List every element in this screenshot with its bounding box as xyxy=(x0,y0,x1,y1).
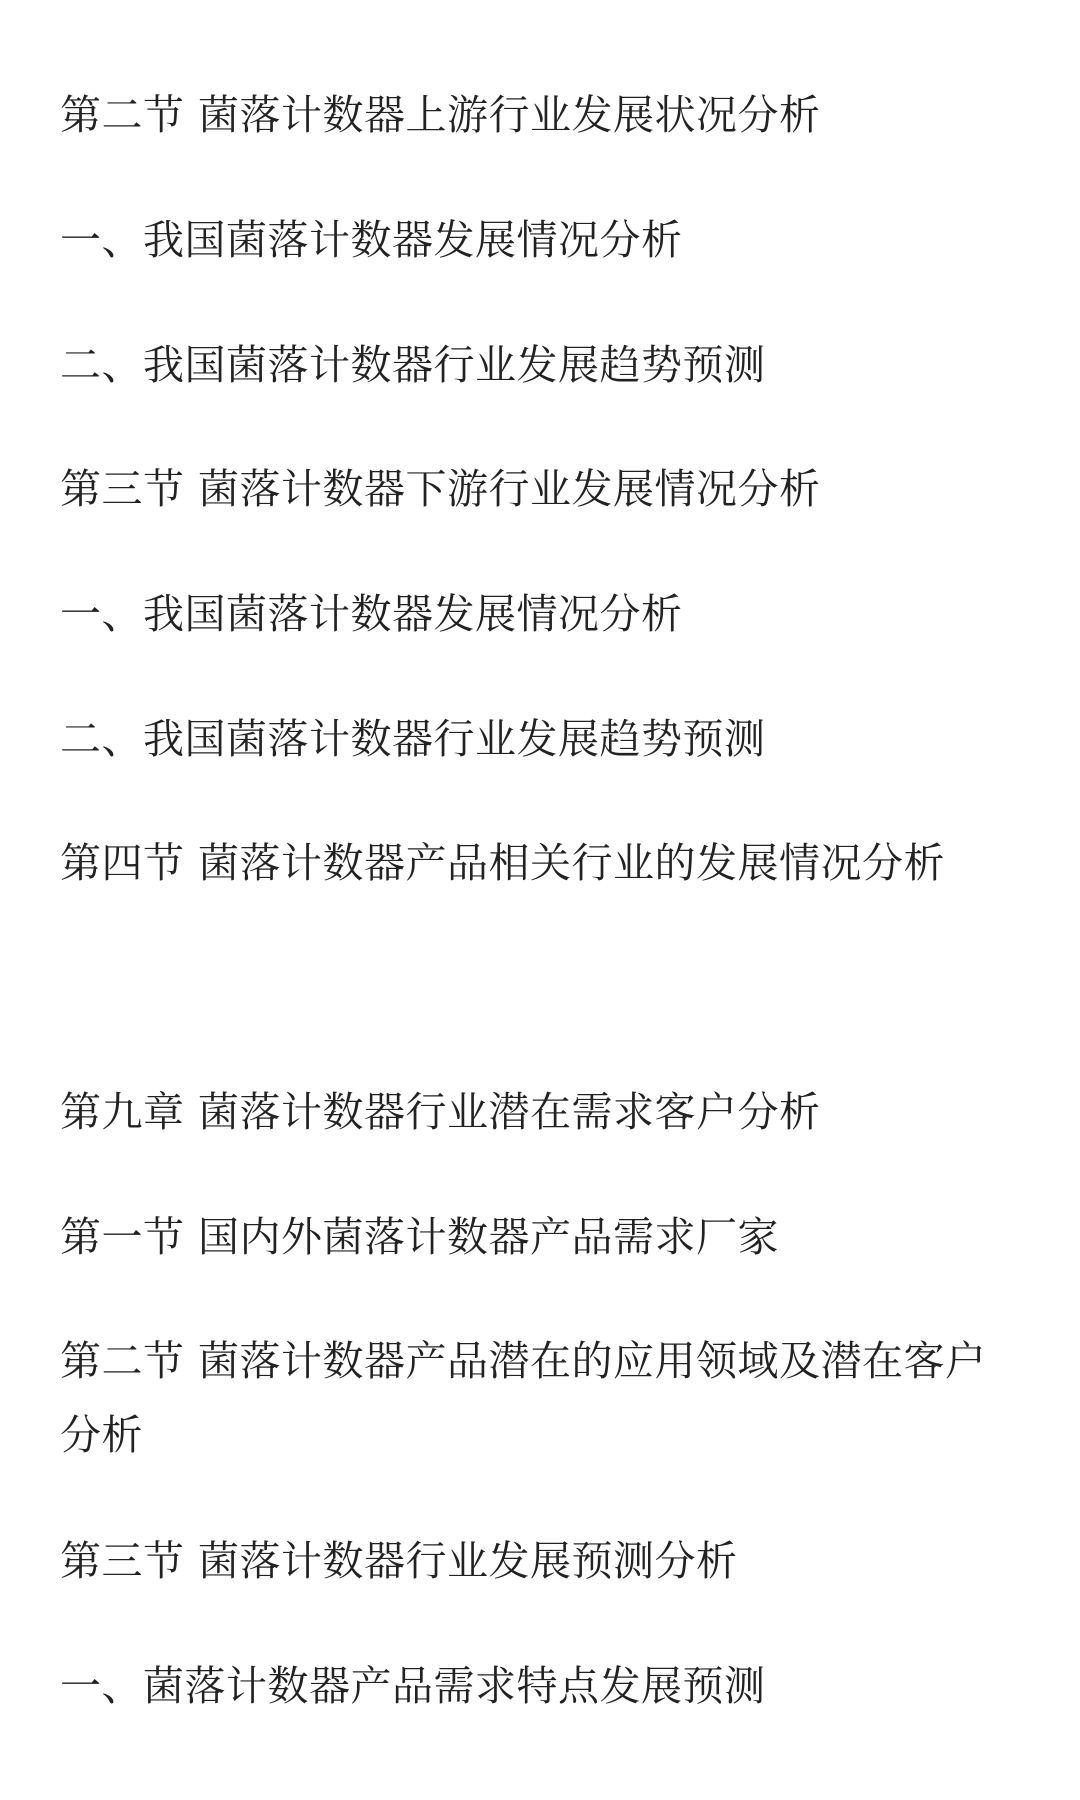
subsection-item: 一、我国菌落计数器发展情况分析 xyxy=(60,216,683,264)
subsection-item: 二、我国菌落计数器行业发展趋势预测 xyxy=(60,715,766,763)
chapter-heading: 第九章 菌落计数器行业潜在需求客户分析 xyxy=(60,1088,821,1136)
subsection-item: 一、我国菌落计数器发展情况分析 xyxy=(60,590,683,638)
section-heading: 第二节 菌落计数器上游行业发展状况分析 xyxy=(60,91,821,139)
subsection-item: 二、我国菌落计数器行业发展趋势预测 xyxy=(60,341,766,389)
subsection-item: 一、菌落计数器产品需求特点发展预测 xyxy=(60,1662,766,1710)
section-heading: 第三节 菌落计数器行业发展预测分析 xyxy=(60,1537,738,1585)
section-heading: 第一节 国内外菌落计数器产品需求厂家 xyxy=(60,1213,780,1261)
section-heading: 第三节 菌落计数器下游行业发展情况分析 xyxy=(60,465,821,513)
section-heading: 第二节 菌落计数器产品潜在的应用领域及潜在客户分析 xyxy=(60,1337,987,1459)
section-heading: 第四节 菌落计数器产品相关行业的发展情况分析 xyxy=(60,839,946,887)
